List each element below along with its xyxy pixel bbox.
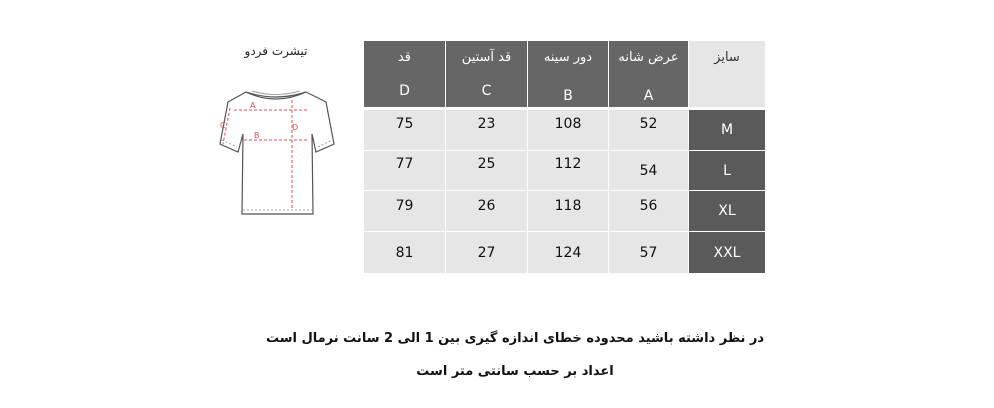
table-cell: 79 [364, 191, 445, 231]
col-header-b-name: دور سینه [528, 41, 608, 74]
table-cell: 26 [446, 191, 527, 231]
table-cell: 27 [446, 232, 527, 273]
table-cell: 75 [364, 110, 445, 150]
table-cell: 77 [364, 151, 445, 190]
measure-label-a: A [250, 101, 256, 110]
unit-note: اعداد بر حسب سانتی متر است [416, 364, 614, 379]
table-cell: 57 [609, 232, 688, 273]
size-table [364, 41, 765, 273]
table-cell: 52 [609, 110, 688, 150]
col-header-d-code: D [364, 74, 445, 107]
col-header-c-name: قد آستین [446, 41, 527, 74]
tshirt-diagram [212, 86, 340, 222]
size-header: سایز [689, 41, 765, 74]
measure-label-d: D [292, 123, 299, 132]
size-header-blank [689, 74, 765, 107]
size-label-xxl: XXL [689, 232, 765, 273]
size-label-m: M [689, 110, 765, 150]
table-cell: 54 [609, 151, 688, 190]
measure-label-b: B [254, 131, 260, 140]
table-cell: 124 [528, 232, 608, 273]
product-title: تیشرت فردو [244, 44, 308, 58]
table-cell: 81 [364, 232, 445, 273]
col-header-b-code: B [528, 74, 608, 107]
size-label-xl: XL [689, 191, 765, 231]
table-cell: 112 [528, 151, 608, 190]
measure-label-c: C [220, 121, 226, 130]
table-cell: 25 [446, 151, 527, 190]
tolerance-note: در نظر داشته باشید محدوده خطای اندازه گیری بین 1 الی 2 سانت نرمال است [265, 331, 765, 346]
col-header-a-name: عرض شانه [609, 41, 688, 74]
col-header-d-name: قد [364, 41, 445, 74]
size-label-l: L [689, 151, 765, 190]
table-cell: 56 [609, 191, 688, 231]
col-header-c-code: C [446, 74, 527, 107]
table-cell: 118 [528, 191, 608, 231]
col-header-a-code: A [609, 74, 688, 107]
table-cell: 23 [446, 110, 527, 150]
table-cell: 108 [528, 110, 608, 150]
